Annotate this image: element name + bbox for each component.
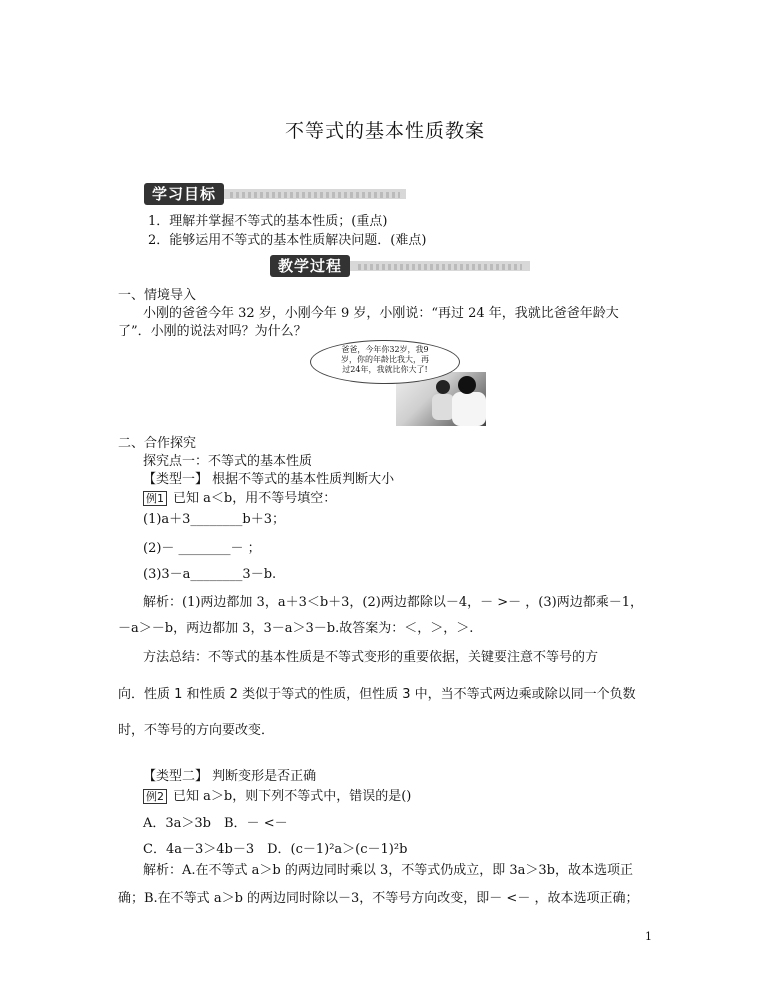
example-1 <box>143 487 336 506</box>
bubble-line: 岁，你的年龄比我大，再 <box>341 355 429 364</box>
example-badge: 例1 <box>143 491 167 506</box>
analysis-line: 解析：A.在不等式 a＞b 的两边同时乘以 3，不等式仍成立，即 3a＞3b，故本选项正 <box>143 863 634 878</box>
paragraph-line: 了”．小刚的说法对吗？为什么？ <box>118 324 307 339</box>
example-item: (3)3－a________3－b. <box>143 567 277 582</box>
example-text: 已知 a＜b，用不等号填空： <box>173 491 337 506</box>
summary-line: 时，不等号的方向要改变． <box>118 723 275 738</box>
section-banner-process <box>270 255 530 277</box>
banner-label: 学习目标 <box>144 183 224 205</box>
summary-line: 向．性质 1 和性质 2 类似于等式的性质，但性质 3 中，当不等式两边乘或除以同一个负数 <box>118 687 636 702</box>
example-2 <box>143 785 411 804</box>
type-heading: 【类型一】 根据不等式的基本性质判断大小 <box>143 472 395 487</box>
analysis-line: 确；B.在不等式 a＞b 的两边同时除以－3，不等号方向改变，即－ <－ ，故本选项正确； <box>118 891 639 906</box>
section-banner-goals <box>144 183 406 205</box>
analysis-line: －a＞－b，两边都加 3，3－a＞3－b.故答案为：＜，＞，＞. <box>118 621 474 636</box>
section-heading: 二、合作探究 <box>118 436 197 451</box>
bubble-line: 爸爸，今年你32岁，我9 <box>341 345 429 354</box>
bubble-line: 过24年，我就比你大了! <box>342 365 428 374</box>
section-heading: 一、情境导入 <box>118 288 197 303</box>
example-item: (2)－ ________－ ； <box>143 541 261 556</box>
example-badge: 例2 <box>143 789 167 804</box>
analysis-line: 解析：(1)两边都加 3，a＋3＜b＋3，(2)两边都除以－4，－ >－ ，(3)两边都乘－1， <box>143 595 643 610</box>
summary-line: 方法总结：不等式的基本性质是不等式变形的重要依据，关键要注意不等号的方 <box>143 650 599 665</box>
speech-bubble <box>310 340 460 384</box>
subsection-heading: 探究点一：不等式的基本性质 <box>143 454 313 469</box>
goal-item: 2．能够运用不等式的基本性质解决问题．(难点) <box>148 233 427 248</box>
goal-item: 1．理解并掌握不等式的基本性质；(重点) <box>148 214 388 229</box>
banner-label: 教学过程 <box>270 255 350 277</box>
illustration <box>310 340 486 426</box>
option-line: A．3a＞3b B．－ <－ <box>143 816 288 831</box>
example-item: (1)a＋3________b＋3； <box>143 512 286 527</box>
page-title: 不等式的基本性质教案 <box>284 120 485 142</box>
example-text: 已知 a＞b，则下列不等式中，错误的是() <box>173 789 412 804</box>
type-heading: 【类型二】 判断变形是否正确 <box>143 769 317 784</box>
option-line: C．4a－3＞4b－3 D．(c－1)²a＞(c－1)²b <box>143 842 408 857</box>
paragraph-line: 小刚的爸爸今年 32 岁，小刚今年 9 岁，小刚说：“再过 24 年，我就比爸爸年龄大 <box>143 306 619 321</box>
page-number: 1 <box>645 930 652 943</box>
